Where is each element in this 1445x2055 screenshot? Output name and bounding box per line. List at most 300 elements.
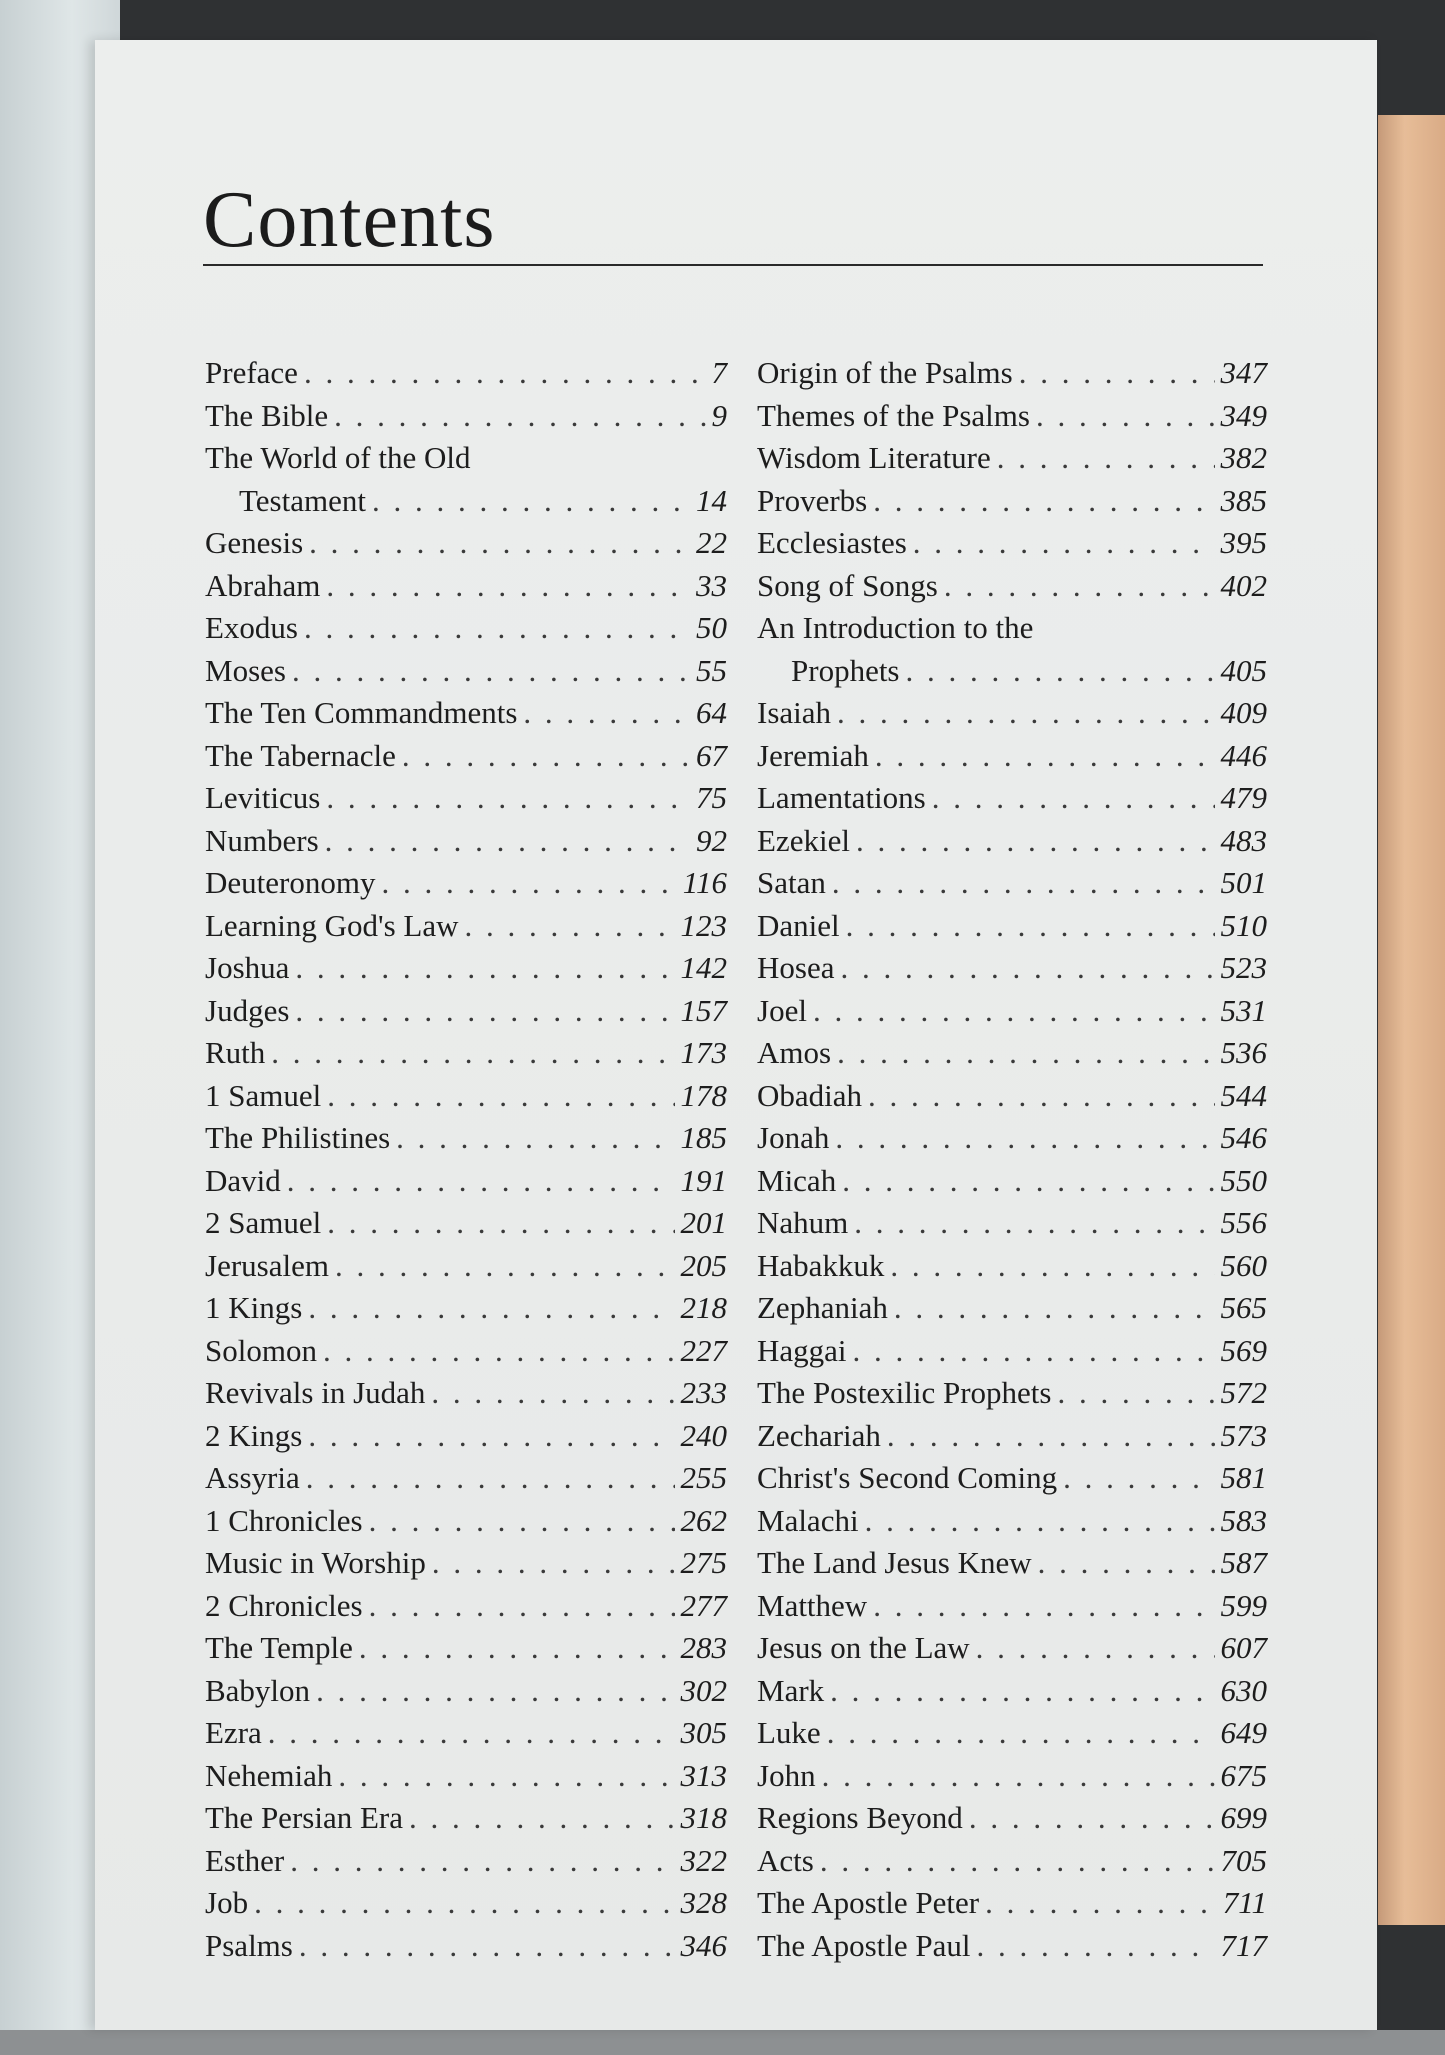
toc-page-number: 92 — [696, 822, 727, 858]
toc-dot-leader — [944, 568, 1215, 604]
toc-page-number: 531 — [1220, 992, 1267, 1028]
toc-entry-title: The Land Jesus Knew — [757, 1545, 1032, 1580]
toc-entry-title: Isaiah — [757, 695, 832, 730]
toc-entry-title: Assyria — [205, 1460, 300, 1495]
toc-entry — [757, 1375, 1267, 1418]
toc-entry-title: Revivals in Judah — [205, 1375, 426, 1410]
toc-entry — [205, 1928, 727, 1971]
toc-entry-title: Song of Songs — [757, 567, 938, 603]
toc-entry-title: Psalms — [205, 1927, 293, 1963]
toc-dot-leader — [868, 1078, 1214, 1114]
toc-entry — [205, 865, 727, 908]
toc-page-number: 205 — [680, 1247, 727, 1283]
toc-entry-title: Leviticus — [205, 780, 321, 815]
toc-page-number: 33 — [696, 567, 727, 603]
toc-entry — [205, 993, 727, 1036]
toc-page-number: 178 — [680, 1077, 727, 1113]
toc-entry-title: Judges — [205, 992, 290, 1028]
toc-entry-title: Malachi — [757, 1502, 859, 1538]
toc-page-number: 302 — [680, 1672, 727, 1708]
toc-entry — [205, 780, 727, 823]
toc-dot-leader — [853, 1333, 1215, 1369]
toc-entry-title: Jonah — [757, 1120, 830, 1155]
toc-entry — [757, 1588, 1267, 1631]
toc-dot-leader — [932, 780, 1215, 816]
toc-entry-title: Acts — [757, 1842, 814, 1878]
toc-page-number: 717 — [1220, 1927, 1267, 1963]
toc-entry-title: Babylon — [205, 1672, 311, 1708]
toc-dot-leader — [295, 950, 674, 986]
toc-entry — [757, 780, 1267, 823]
toc-dot-leader — [875, 738, 1215, 774]
toc-page-number: 240 — [680, 1417, 727, 1453]
toc-page-number: 395 — [1220, 525, 1267, 560]
toc-dot-leader — [1057, 1375, 1214, 1411]
book-bottom-edge — [0, 2030, 1445, 2055]
toc-entry-title: Daniel — [757, 907, 840, 943]
toc-page-number: 173 — [680, 1035, 727, 1070]
toc-entry-title: The Bible — [205, 397, 329, 433]
toc-page-number: 346 — [680, 1927, 727, 1963]
toc-entry — [205, 1630, 727, 1673]
toc-dot-leader — [304, 355, 706, 391]
toc-entry — [205, 1120, 727, 1163]
toc-page-number: 560 — [1220, 1247, 1267, 1283]
toc-page-number: 573 — [1220, 1417, 1267, 1453]
toc-entry — [757, 440, 1267, 483]
toc-dot-leader — [837, 1035, 1214, 1071]
toc-dot-leader — [873, 1588, 1214, 1624]
toc-dot-leader — [359, 1630, 675, 1666]
toc-dot-leader — [369, 1588, 675, 1624]
toc-entry-title: 1 Chronicles — [205, 1502, 363, 1538]
toc-entry-title: Jeremiah — [757, 737, 869, 773]
toc-entry — [205, 738, 727, 781]
toc-dot-leader — [976, 1630, 1215, 1666]
toc-dot-leader — [308, 1418, 674, 1454]
toc-dot-leader — [856, 823, 1215, 859]
toc-dot-leader — [409, 1800, 675, 1836]
toc-dot-leader — [835, 1120, 1214, 1156]
toc-dot-leader — [323, 1333, 675, 1369]
book-cover-edge — [1378, 115, 1445, 1925]
toc-entry — [205, 823, 727, 866]
toc-dot-leader — [326, 780, 690, 816]
toc-entry-title: Joshua — [205, 950, 290, 985]
toc-entry — [757, 355, 1267, 398]
toc-page-number: 116 — [682, 865, 727, 900]
toc-page-number: 402 — [1220, 567, 1267, 603]
toc-entry-title: Luke — [757, 1715, 821, 1750]
toc-entry — [757, 1928, 1267, 1971]
toc-entry-title: Hosea — [757, 950, 835, 985]
toc-entry — [205, 1035, 727, 1078]
toc-entry-title: Solomon — [205, 1332, 317, 1368]
toc-entry — [205, 1885, 727, 1928]
toc-page-number: 649 — [1220, 1715, 1267, 1750]
toc-dot-leader — [1036, 398, 1215, 434]
toc-entry — [757, 525, 1267, 568]
toc-entry — [205, 398, 727, 441]
toc-dot-leader — [846, 908, 1215, 944]
toc-entry — [757, 1205, 1267, 1248]
toc-page-number: 607 — [1220, 1630, 1267, 1665]
toc-right-column — [757, 355, 1267, 1970]
toc-entry — [757, 398, 1267, 441]
toc-entry — [757, 1503, 1267, 1546]
toc-dot-leader — [372, 483, 690, 519]
toc-dot-leader — [295, 993, 674, 1029]
toc-entry-title: Nehemiah — [205, 1757, 333, 1793]
toc-page-number: 283 — [680, 1630, 727, 1665]
toc-page-number: 583 — [1220, 1502, 1267, 1538]
toc-dot-leader — [338, 1758, 674, 1794]
toc-entry — [757, 1460, 1267, 1503]
toc-entry — [205, 1163, 727, 1206]
toc-entry — [205, 1503, 727, 1546]
toc-page-number: 123 — [680, 907, 727, 943]
toc-dot-leader — [865, 1503, 1215, 1539]
toc-entry-title-continuation: Testament — [239, 482, 366, 518]
toc-page-number: 67 — [696, 737, 727, 773]
toc-dot-leader — [813, 993, 1215, 1029]
toc-entry-title-line: The World of the Old — [205, 440, 471, 475]
toc-entry — [757, 1035, 1267, 1078]
toc-entry — [757, 1885, 1267, 1928]
toc-dot-leader — [977, 1928, 1215, 1964]
toc-entry-title: Genesis — [205, 525, 304, 560]
toc-entry — [205, 695, 727, 738]
toc-page-number: 262 — [680, 1502, 727, 1538]
toc-dot-leader — [334, 398, 705, 434]
toc-entry — [757, 1843, 1267, 1886]
toc-dot-leader — [271, 1035, 674, 1071]
toc-page-number: 711 — [1222, 1885, 1267, 1920]
toc-entry-title: Jerusalem — [205, 1247, 329, 1283]
toc-dot-leader — [396, 1120, 674, 1156]
toc-page-number: 277 — [680, 1587, 727, 1623]
title-rule — [203, 264, 1263, 266]
toc-page-number: 305 — [680, 1715, 727, 1750]
toc-page-number: 699 — [1220, 1800, 1267, 1835]
toc-entry — [205, 1248, 727, 1291]
toc-dot-leader — [369, 1503, 675, 1539]
toc-entry-title-continuation: Prophets — [791, 652, 900, 688]
toc-entry-title: The Apostle Paul — [757, 1927, 971, 1963]
toc-page-number: 405 — [1220, 652, 1267, 688]
toc-entry-title: Origin of the Psalms — [757, 355, 1013, 390]
toc-dot-leader — [465, 908, 675, 944]
toc-dot-leader — [837, 695, 1214, 731]
toc-page-number: 191 — [680, 1162, 727, 1198]
toc-entry — [757, 738, 1267, 781]
toc-entry-title: Zephaniah — [757, 1290, 888, 1325]
toc-dot-leader — [304, 610, 690, 646]
toc-dot-leader — [254, 1885, 674, 1921]
toc-entry — [205, 950, 727, 993]
toc-entry-title: Satan — [757, 865, 826, 900]
toc-dot-leader — [1038, 1545, 1215, 1581]
toc-dot-leader — [890, 1248, 1214, 1284]
toc-page-number: 385 — [1220, 482, 1267, 518]
toc-page-number: 157 — [680, 992, 727, 1028]
toc-entry-title: The Philistines — [205, 1120, 391, 1155]
toc-page-number: 572 — [1220, 1375, 1267, 1410]
toc-page-number: 233 — [680, 1375, 727, 1410]
toc-entry — [205, 1758, 727, 1801]
toc-dot-leader — [292, 653, 690, 689]
toc-dot-leader — [832, 865, 1215, 901]
toc-entry-title: Learning God's Law — [205, 907, 459, 943]
toc-entry-title: Moses — [205, 652, 286, 688]
toc-entry-title: Deuteronomy — [205, 865, 376, 900]
toc-dot-leader — [820, 1843, 1215, 1879]
toc-dot-leader — [327, 1078, 674, 1114]
toc-entry-title: Zechariah — [757, 1417, 881, 1453]
toc-entry-title: Wisdom Literature — [757, 440, 991, 475]
toc-page-number: 479 — [1220, 780, 1267, 815]
toc-entry-title: The Persian Era — [205, 1800, 403, 1835]
toc-entry — [205, 1715, 727, 1758]
toc-entry — [757, 568, 1267, 611]
toc-entry-title: Proverbs — [757, 482, 868, 518]
toc-entry-title: Job — [205, 1885, 249, 1920]
toc-dot-leader — [308, 1290, 674, 1326]
toc-dot-leader — [969, 1800, 1215, 1836]
toc-entry — [757, 865, 1267, 908]
toc-dot-leader — [827, 1715, 1215, 1751]
toc-entry-title: Christ's Second Coming — [757, 1460, 1058, 1495]
toc-page-number: 55 — [696, 652, 727, 688]
toc-page-number: 705 — [1220, 1842, 1267, 1878]
toc-page-number: 501 — [1220, 865, 1267, 900]
toc-page-number: 328 — [680, 1885, 727, 1920]
toc-page-number: 382 — [1220, 440, 1267, 475]
toc-entry-title: John — [757, 1757, 816, 1793]
toc-page-number: 142 — [680, 950, 727, 985]
toc-entry-title: Lamentations — [757, 780, 926, 815]
toc-page-number: 675 — [1220, 1757, 1267, 1793]
toc-dot-leader — [335, 1248, 675, 1284]
toc-entry-title: Esther — [205, 1842, 285, 1878]
toc-entry — [205, 1290, 727, 1333]
toc-dot-leader — [854, 1205, 1214, 1241]
toc-page-number: 581 — [1220, 1460, 1267, 1495]
toc-entry-title: The Postexilic Prophets — [757, 1375, 1052, 1410]
toc-entry — [757, 908, 1267, 951]
toc-dot-leader — [325, 823, 690, 859]
toc-entry-title: Themes of the Psalms — [757, 397, 1030, 433]
toc-page-number: 544 — [1220, 1077, 1267, 1113]
contents-page — [95, 40, 1377, 2030]
toc-dot-leader — [822, 1758, 1215, 1794]
toc-dot-leader — [432, 1545, 675, 1581]
toc-entry — [757, 993, 1267, 1036]
toc-entry-title: The Tabernacle — [205, 737, 396, 773]
toc-dot-leader — [842, 1163, 1214, 1199]
toc-dot-leader — [287, 1163, 675, 1199]
toc-page-number: 227 — [680, 1332, 727, 1368]
toc-page-number: 510 — [1220, 907, 1267, 943]
toc-entry-title: 1 Samuel — [205, 1077, 322, 1113]
toc-page-number: 9 — [711, 397, 727, 433]
toc-entry-title: Jesus on the Law — [757, 1630, 970, 1665]
toc-entry — [205, 1418, 727, 1461]
toc-entry — [205, 1545, 727, 1588]
toc-entry-title: Music in Worship — [205, 1545, 426, 1580]
toc-entry — [205, 653, 727, 696]
toc-page-number: 483 — [1220, 822, 1267, 858]
toc-entry-title: 2 Chronicles — [205, 1587, 363, 1623]
toc-entry — [757, 1248, 1267, 1291]
toc-dot-leader — [997, 440, 1215, 476]
toc-entry — [757, 1333, 1267, 1376]
toc-entry — [757, 483, 1267, 526]
toc-entry-title: 2 Kings — [205, 1417, 303, 1453]
toc-entry — [757, 1630, 1267, 1673]
toc-entry — [757, 1163, 1267, 1206]
toc-page-number: 322 — [680, 1842, 727, 1878]
toc-entry — [205, 1375, 727, 1418]
toc-entry-title: 2 Samuel — [205, 1205, 322, 1240]
toc-page-number: 349 — [1220, 397, 1267, 433]
toc-entry-title: The Apostle Peter — [757, 1885, 980, 1920]
toc-entry-title: Ezra — [205, 1715, 262, 1750]
toc-dot-leader — [523, 695, 690, 731]
toc-page-number: 64 — [696, 695, 727, 730]
toc-entry — [205, 1800, 727, 1843]
toc-entry-title: Exodus — [205, 610, 298, 645]
toc-entry-title: The Ten Commandments — [205, 695, 518, 730]
toc-dot-leader — [290, 1843, 674, 1879]
toc-dot-leader — [381, 865, 676, 901]
toc-page-number: 75 — [696, 780, 727, 815]
toc-entry-title: Preface — [205, 355, 298, 390]
toc-dot-leader — [1063, 1460, 1214, 1496]
toc-entry-title: Abraham — [205, 567, 321, 603]
toc-dot-leader — [431, 1375, 674, 1411]
toc-page-number: 523 — [1220, 950, 1267, 985]
toc-page-number: 565 — [1220, 1290, 1267, 1325]
toc-page-number: 275 — [680, 1545, 727, 1580]
toc-dot-leader — [299, 1928, 675, 1964]
toc-entry — [757, 1120, 1267, 1163]
toc-entry — [757, 653, 1267, 696]
toc-entry — [757, 695, 1267, 738]
toc-page-number: 7 — [711, 355, 727, 390]
toc-entry — [205, 908, 727, 951]
toc-page-number: 556 — [1220, 1205, 1267, 1240]
toc-entry-title: Ruth — [205, 1035, 266, 1070]
toc-entry-title: Regions Beyond — [757, 1800, 963, 1835]
toc-dot-leader — [316, 1673, 674, 1709]
toc-entry — [757, 950, 1267, 993]
toc-page-number: 255 — [680, 1460, 727, 1495]
toc-entry-title: Haggai — [757, 1332, 847, 1368]
toc-entry-title: Ezekiel — [757, 822, 850, 858]
toc-entry-title: Nahum — [757, 1205, 849, 1240]
toc-entry-title: Amos — [757, 1035, 832, 1070]
toc-entry — [205, 1333, 727, 1376]
toc-entry-title: Joel — [757, 992, 807, 1028]
toc-entry-title: The Temple — [205, 1630, 353, 1665]
toc-dot-leader — [873, 483, 1214, 519]
toc-dot-leader — [1019, 355, 1215, 391]
toc-page-number: 536 — [1220, 1035, 1267, 1070]
toc-page-number: 185 — [680, 1120, 727, 1155]
toc-entry-title: 1 Kings — [205, 1290, 303, 1325]
toc-page-number: 14 — [696, 482, 727, 518]
toc-entry — [205, 568, 727, 611]
toc-entry — [757, 823, 1267, 866]
toc-page-number: 569 — [1220, 1332, 1267, 1368]
toc-page-number: 546 — [1220, 1120, 1267, 1155]
toc-entry — [205, 1673, 727, 1716]
toc-dot-leader — [326, 568, 690, 604]
toc-page-number: 218 — [680, 1290, 727, 1325]
toc-dot-leader — [913, 525, 1215, 561]
toc-dot-leader — [840, 950, 1214, 986]
toc-entry — [757, 1418, 1267, 1461]
toc-entry — [205, 1460, 727, 1503]
toc-entry — [205, 1588, 727, 1631]
toc-page-number: 313 — [680, 1757, 727, 1793]
toc-page-number: 318 — [680, 1800, 727, 1835]
toc-page-number: 409 — [1220, 695, 1267, 730]
page-title: Contents — [203, 176, 496, 264]
toc-page-number: 50 — [696, 610, 727, 645]
toc-entry — [205, 355, 727, 398]
toc-entry — [205, 525, 727, 568]
toc-entry-title: Mark — [757, 1672, 825, 1708]
toc-page-number: 22 — [696, 525, 727, 560]
toc-page-number: 587 — [1220, 1545, 1267, 1580]
toc-dot-leader — [268, 1715, 675, 1751]
toc-entry — [205, 1078, 727, 1121]
toc-entry — [757, 1758, 1267, 1801]
toc-dot-leader — [906, 653, 1215, 689]
toc-page-number: 630 — [1220, 1672, 1267, 1708]
toc-dot-leader — [985, 1885, 1217, 1921]
toc-dot-leader — [309, 525, 690, 561]
toc-entry-title: Matthew — [757, 1587, 868, 1623]
toc-page-number: 446 — [1220, 737, 1267, 773]
toc-dot-leader — [887, 1418, 1215, 1454]
toc-entry — [205, 1205, 727, 1248]
toc-entry-title: Habakkuk — [757, 1247, 885, 1283]
toc-dot-leader — [327, 1205, 674, 1241]
toc-entry — [757, 1545, 1267, 1588]
toc-page-number: 599 — [1220, 1587, 1267, 1623]
toc-page-number: 347 — [1220, 355, 1267, 390]
toc-entry — [205, 1843, 727, 1886]
toc-entry — [757, 1078, 1267, 1121]
toc-page-number: 550 — [1220, 1162, 1267, 1198]
toc-entry-title: Ecclesiastes — [757, 525, 907, 560]
toc-entry-title: Micah — [757, 1162, 837, 1198]
toc-dot-leader — [830, 1673, 1214, 1709]
toc-entry-title: Numbers — [205, 822, 319, 858]
toc-entry — [757, 1290, 1267, 1333]
toc-dot-leader — [894, 1290, 1215, 1326]
toc-entry-title-line: An Introduction to the — [757, 610, 1034, 645]
toc-entry — [757, 1673, 1267, 1716]
toc-entry — [205, 610, 727, 653]
toc-entry — [205, 483, 727, 526]
toc-entry — [757, 1800, 1267, 1843]
toc-entry-title: David — [205, 1162, 281, 1198]
toc-dot-leader — [306, 1460, 675, 1496]
